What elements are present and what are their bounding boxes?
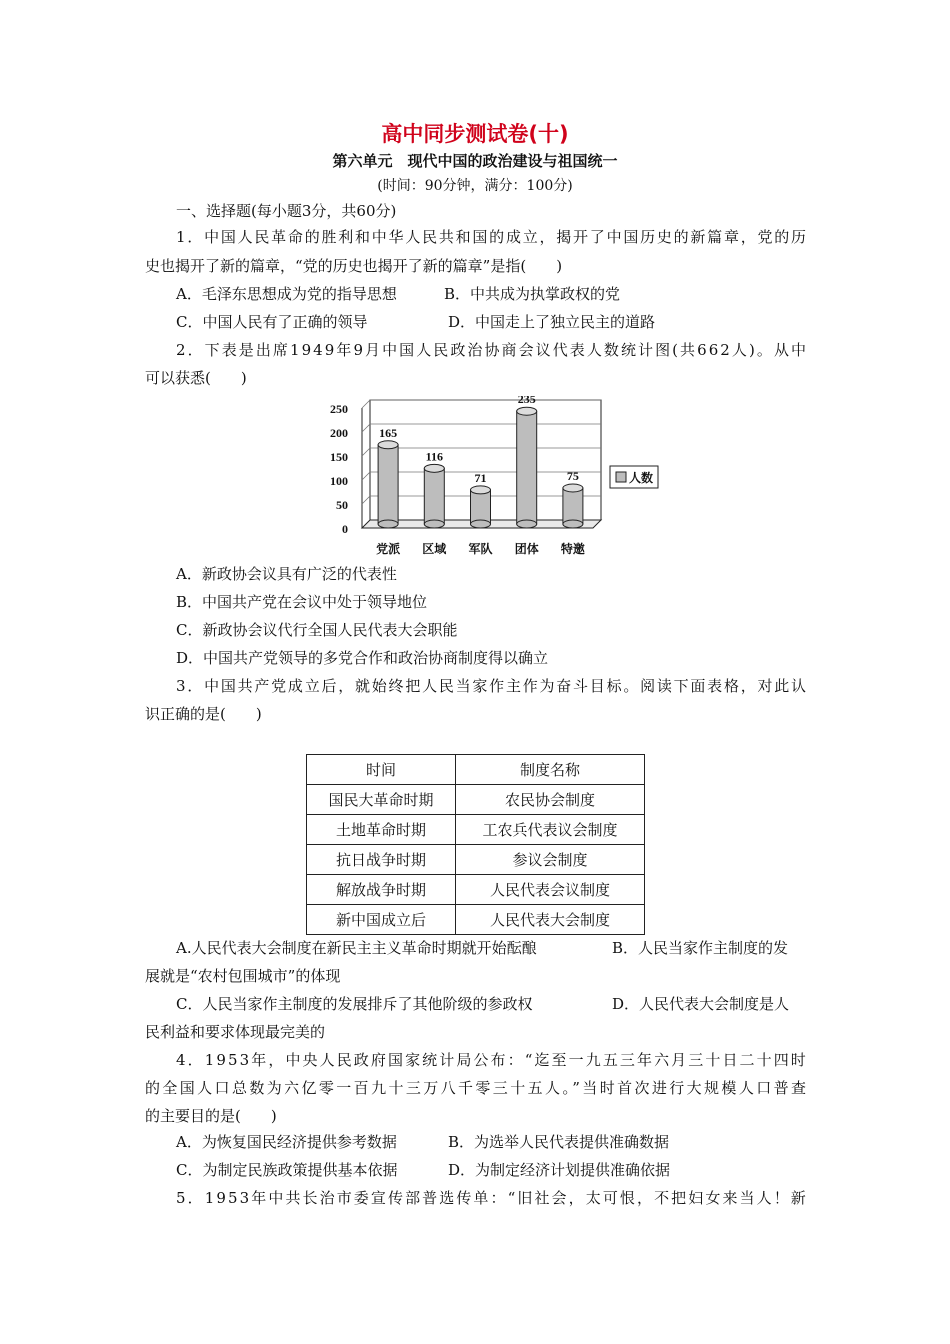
q4-option-b: B．为选举人民代表提供准确数据 xyxy=(448,1133,670,1151)
q1-stem-line1: 1．中国人民革命的胜利和中华人民共和国的成立，揭开了中国历史的新篇章，党的历 xyxy=(176,228,808,246)
table-header-cell: 制度名称 xyxy=(456,755,645,785)
q5-stem-line1: 5．1953年中共长治市委宣传部普选传单：“旧社会，太可恨，不把妇女来当人！新 xyxy=(176,1189,808,1207)
table-row xyxy=(307,815,645,845)
gridline-side xyxy=(362,424,370,432)
table-row xyxy=(307,875,645,905)
table-row xyxy=(307,905,645,935)
x-tick-label: 党派 xyxy=(376,542,401,556)
gridline-side xyxy=(362,448,370,456)
q4-option-d: D．为制定经济计划提供准确依据 xyxy=(448,1161,671,1179)
bar-top xyxy=(471,486,491,494)
bar-base xyxy=(563,520,583,528)
section-heading: 一、选择题(每小题3分，共60分) xyxy=(176,202,397,220)
y-tick-label: 250 xyxy=(330,402,348,416)
data-label: 71 xyxy=(474,470,487,485)
bar-top xyxy=(517,407,537,415)
table-cell: 农民协会制度 xyxy=(456,785,645,815)
gridline-side xyxy=(362,400,370,408)
y-tick-label: 100 xyxy=(330,474,348,488)
y-tick-label: 50 xyxy=(336,498,348,512)
q3-stem-line1: 3．中国共产党成立后，就始终把人民当家作主作为奋斗目标。阅读下面表格，对此认 xyxy=(176,677,808,695)
q2-stem-line2: 可以获悉( ) xyxy=(145,369,247,387)
table-header-cell: 时间 xyxy=(307,755,456,785)
gridline-side xyxy=(362,472,370,480)
table-cell: 新中国成立后 xyxy=(307,905,456,935)
q2-stem-line1: 2．下表是出席1949年9月中国人民政治协商会议代表人数统计图(共662人)。从中 xyxy=(176,341,809,359)
data-label: 165 xyxy=(379,425,398,440)
legend-label: 人数 xyxy=(629,471,654,485)
x-tick-label: 特邀 xyxy=(560,542,585,556)
bar xyxy=(424,468,444,524)
bar-top xyxy=(378,441,398,449)
bar-base xyxy=(378,520,398,528)
table-cell: 国民大革命时期 xyxy=(307,785,456,815)
bar xyxy=(563,488,583,524)
bar-base xyxy=(517,520,537,528)
table-header-row xyxy=(307,755,645,785)
table-cell: 抗日战争时期 xyxy=(307,845,456,875)
q4-stem-line3: 的主要目的是( ) xyxy=(145,1107,277,1125)
q3-option-c: C．人民当家作主制度的发展排斥了其他阶级的参政权 xyxy=(176,995,533,1013)
table-row xyxy=(307,845,645,875)
q1-option-b: B．中共成为执掌政权的党 xyxy=(444,285,621,303)
x-tick-label: 团体 xyxy=(514,542,539,556)
table-row xyxy=(307,785,645,815)
q3-option-d-line1: D．人民代表大会制度是人 xyxy=(612,995,790,1013)
q1-option-d: D．中国走上了独立民主的道路 xyxy=(448,313,656,331)
exam-title: 高中同步测试卷(十) xyxy=(381,122,569,146)
unit-subtitle: 第六单元 现代中国的政治建设与祖国统一 xyxy=(332,152,618,170)
q2-option-c: C．新政协会议代行全国人民代表大会职能 xyxy=(176,621,458,639)
q3-stem-line2: 识正确的是( ) xyxy=(145,705,262,723)
time-info: (时间：90分钟，满分：100分) xyxy=(377,178,573,194)
q4-stem-line2: 的全国人口总数为六亿零一百九十三万八千零三十五人。”当时首次进行大规模人口普查 xyxy=(145,1079,809,1097)
data-label: 75 xyxy=(566,469,579,483)
q2-option-b: B．中国共产党在会议中处于领导地位 xyxy=(176,593,428,611)
y-tick-label: 0 xyxy=(342,522,348,536)
legend-swatch xyxy=(616,472,626,482)
bar xyxy=(378,445,398,524)
institution-table xyxy=(306,754,645,935)
table-cell: 工农兵代表议会制度 xyxy=(456,815,645,845)
q4-option-c: C．为制定民族政策提供基本依据 xyxy=(176,1161,398,1179)
bar-base xyxy=(424,520,444,528)
data-label: 116 xyxy=(425,449,443,464)
table-cell: 土地革命时期 xyxy=(307,815,456,845)
y-tick-label: 150 xyxy=(330,450,348,464)
table-cell: 人民代表大会制度 xyxy=(456,905,645,935)
q3-option-b-line1: B．人民当家作主制度的发 xyxy=(612,939,789,957)
q1-option-c: C．中国人民有了正确的领导 xyxy=(176,313,368,331)
table-cell: 人民代表会议制度 xyxy=(456,875,645,905)
bar-top xyxy=(563,484,583,492)
x-tick-label: 区域 xyxy=(422,542,447,556)
table-cell: 解放战争时期 xyxy=(307,875,456,905)
gridline-side xyxy=(362,496,370,504)
bar-base xyxy=(471,520,491,528)
q4-stem-line1: 4．1953年，中央人民政府国家统计局公布：“迄至一九五三年六月三十日二十四时 xyxy=(176,1051,808,1069)
q4-option-a: A．为恢复国民经济提供参考数据 xyxy=(176,1133,397,1151)
q2-option-a: A．新政协会议具有广泛的代表性 xyxy=(176,565,397,583)
table-cell: 参议会制度 xyxy=(456,845,645,875)
x-tick-label: 军队 xyxy=(468,542,493,556)
q1-stem-line2: 史也揭开了新的篇章，“党的历史也揭开了新的篇章”是指( ) xyxy=(145,257,563,275)
bar xyxy=(471,490,491,524)
bar-top xyxy=(424,464,444,472)
delegates-bar-chart xyxy=(318,396,660,560)
q3-option-b-line2: 展就是“农村包围城市”的体现 xyxy=(145,967,341,985)
q3-option-d-line2: 民利益和要求体现最完美的 xyxy=(145,1023,326,1041)
q2-option-d: D．中国共产党领导的多党合作和政治协商制度得以确立 xyxy=(176,649,549,667)
q1-option-a: A．毛泽东思想成为党的指导思想 xyxy=(176,285,397,303)
bar xyxy=(517,411,537,524)
data-label: 235 xyxy=(517,396,536,407)
q3-option-a: A.人民代表大会制度在新民主主义革命时期就开始酝酿 xyxy=(176,939,537,957)
y-tick-label: 200 xyxy=(330,426,348,440)
